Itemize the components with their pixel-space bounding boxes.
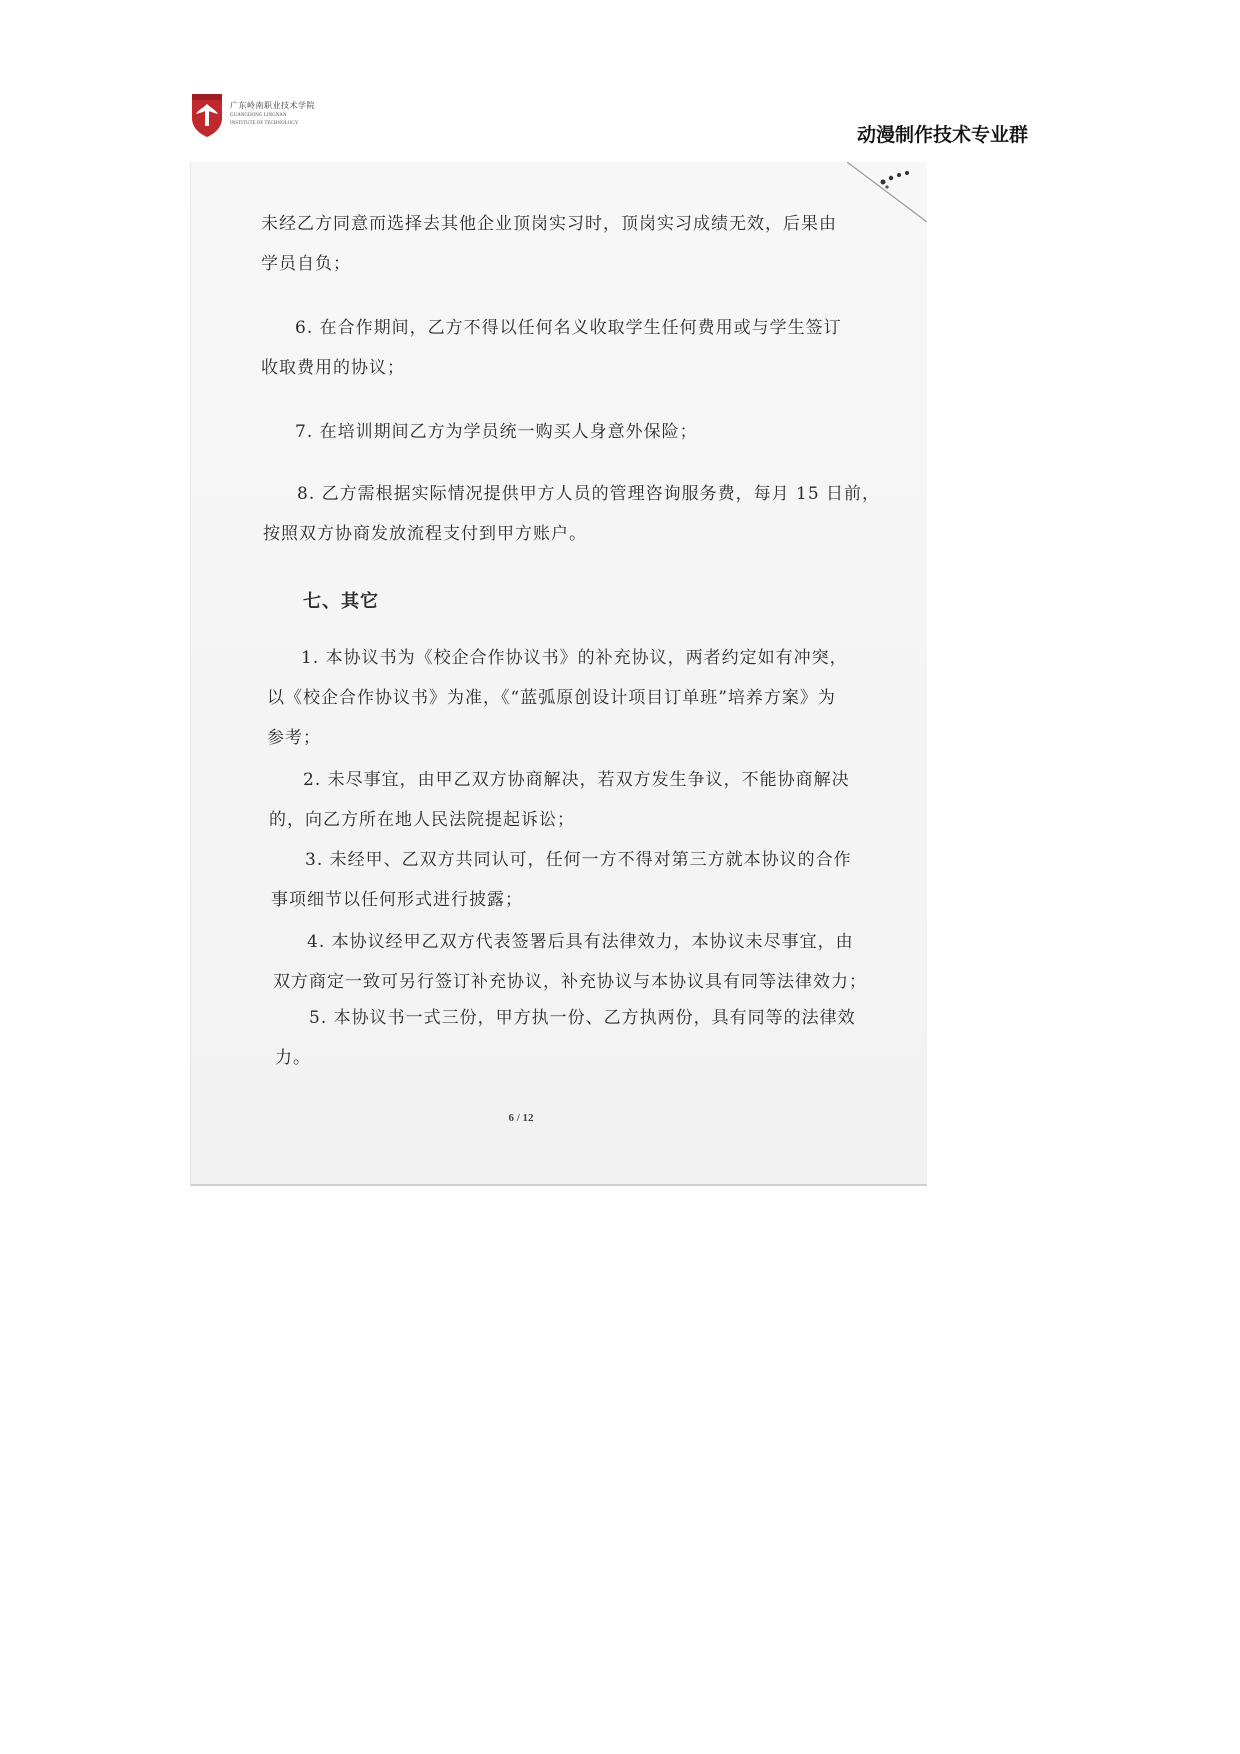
logo-chinese-name: 广东岭南职业技术学院	[230, 101, 315, 110]
clause-8: 8. 乙方需根据实际情况提供甲方人员的管理咨询服务费，每月 15 日前， 按照双方协商发放流程支付到甲方账户。	[263, 484, 881, 544]
other-item-1: 1. 本协议书为《校企合作协议书》的补充协议，两者约定如有冲突， 以《校企合作协议书》为准，《“蓝弧原创设计项目订单班”培养方案》为 参考；	[267, 648, 848, 748]
scanned-page	[190, 162, 927, 1186]
logo-english-name-1: GUANGDONG LINGNAN	[230, 113, 287, 118]
clause-6: 6. 在合作期间，乙方不得以任何名义收取学生任何费用或与学生签订 收取费用的协议；	[261, 318, 842, 378]
other-item-3: 3. 未经甲、乙双方共同认可，任何一方不得对第三方就本协议的合作 事项细节以任何形式进行披露；	[271, 850, 852, 910]
other-item-4: 4. 本协议经甲乙双方代表签署后具有法律效力，本协议未尽事宜，由 双方商定一致可另行签订补充协议，补充协议与本协议具有同等法律效力；	[273, 932, 867, 992]
group-title: 动漫制作技术专业群	[856, 124, 1028, 146]
clause-7: 7. 在培训期间乙方为学员统一购买人身意外保险；	[295, 422, 698, 442]
other-item-2: 2. 未尽事宜，由甲乙双方协商解决，若双方发生争议，不能协商解决 的，向乙方所在地人民法院提起诉讼；	[269, 770, 850, 830]
logo-english-name-2: INSTITUTE OF TECHNOLOGY	[230, 121, 299, 126]
page-number: 6 / 12	[508, 1112, 534, 1124]
school-logo	[190, 92, 330, 142]
paragraph-continued: 未经乙方同意而选择去其他企业顶岗实习时，顶岗实习成绩无效，后果由 学员自负；	[261, 214, 837, 274]
phoenix-shield-icon	[190, 92, 224, 138]
other-item-5: 5. 本协议书一式三份，甲方执一份、乙方执两份，具有同等的法律效 力。	[275, 1008, 856, 1068]
section-heading-other: 七、其它	[303, 591, 379, 612]
